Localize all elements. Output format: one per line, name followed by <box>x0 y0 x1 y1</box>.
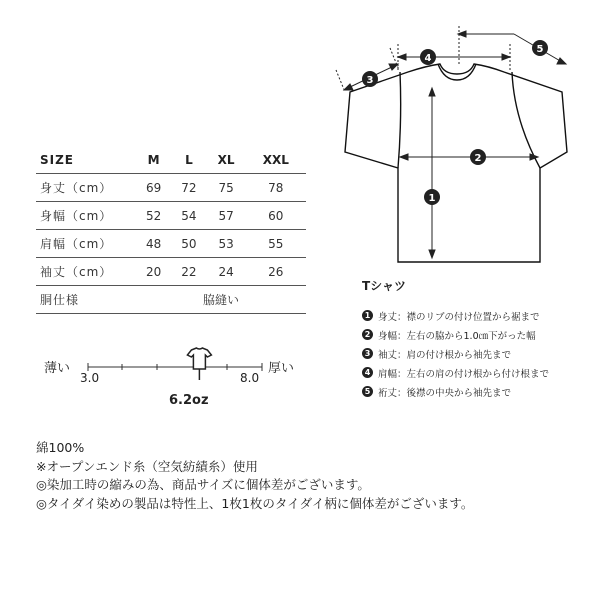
list-item <box>362 344 549 363</box>
fabric-weight-marker-icon <box>187 348 211 380</box>
table-cell: 78 <box>246 174 306 202</box>
list-item <box>362 382 549 401</box>
table-cell: 22 <box>171 258 206 286</box>
marker-2 <box>470 149 486 165</box>
table-cell: 72 <box>171 174 206 202</box>
table-cell: 50 <box>171 230 206 258</box>
legend-text: 肩幅：左右の肩の付け根から付け根まで <box>378 368 550 380</box>
size-header-label: SIZE <box>36 146 136 174</box>
table-cell: 48 <box>136 230 171 258</box>
legend-text: 身幅：左右の脇から1.0㎝下がった幅 <box>378 330 536 342</box>
table-cell: 60 <box>246 202 306 230</box>
table-cell: 57 <box>207 202 246 230</box>
note-material: 綿100% <box>36 440 85 455</box>
number-badge-icon: 1 <box>362 310 373 321</box>
legend-title: Tシャツ <box>362 279 406 293</box>
marker-5 <box>532 40 548 56</box>
row-label-sleeve: 袖丈（cm） <box>36 258 136 286</box>
number-badge-icon: 2 <box>362 329 373 340</box>
table-cell: 75 <box>207 174 246 202</box>
thickness-scale <box>88 363 262 371</box>
marker-4-label: 4 <box>424 53 432 64</box>
legend-text: 袖丈：肩の付け根から袖先まで <box>378 349 512 361</box>
size-header-xxl: XXL <box>246 146 306 174</box>
body-style-value: 脇縫い <box>136 286 306 314</box>
thin-label: 薄い <box>44 361 71 376</box>
list-item <box>362 363 549 382</box>
measurement-lines <box>336 26 566 258</box>
list-item <box>362 325 549 344</box>
marker-5-label: 5 <box>536 44 544 55</box>
scale-max-label: 8.0 <box>240 371 260 385</box>
table-cell: 20 <box>136 258 171 286</box>
table-cell: 26 <box>246 258 306 286</box>
tshirt-outline-icon <box>345 64 567 262</box>
thick-label: 厚い <box>268 361 295 376</box>
marker-2-label: 2 <box>474 153 482 164</box>
table-cell: 54 <box>171 202 206 230</box>
row-label-width: 身幅（cm） <box>36 202 136 230</box>
marker-1 <box>424 189 440 205</box>
note-shrinkage: ◎染加工時の縮みの為、商品サイズに個体差がございます。 <box>36 477 370 492</box>
legend-list <box>362 306 549 401</box>
note-yarn: ※オープンエンド糸（空気紡績糸）使用 <box>36 458 258 474</box>
marker-4 <box>420 49 436 65</box>
size-header-xl: XL <box>207 146 246 174</box>
legend-text: 身丈：襟のリブの付け位置から裾まで <box>378 311 540 323</box>
legend-text: 裄丈：後襟の中央から袖先まで <box>378 387 512 399</box>
row-label-length: 身丈（cm） <box>36 174 136 202</box>
fabric-weight-label: 6.2oz <box>169 393 209 408</box>
marker-1-label: 1 <box>428 193 436 204</box>
row-label-shoulder: 肩幅（cm） <box>36 230 136 258</box>
table-cell: 55 <box>246 230 306 258</box>
table-cell: 53 <box>207 230 246 258</box>
size-header-m: M <box>136 146 171 174</box>
table-cell: 52 <box>136 202 171 230</box>
row-label-body-style: 胴仕様 <box>36 286 136 314</box>
number-badge-icon: 3 <box>362 348 373 359</box>
product-notes <box>36 439 473 513</box>
table-cell: 69 <box>136 174 171 202</box>
scale-min-label: 3.0 <box>80 371 100 385</box>
note-tie-dye: ◎タイダイ染めの製品は特性上、1枚1枚のタイダイ柄に個体差がございます。 <box>36 495 474 511</box>
number-badge-icon: 5 <box>362 386 373 397</box>
marker-3 <box>362 71 378 87</box>
table-cell: 24 <box>207 258 246 286</box>
number-badge-icon: 4 <box>362 367 373 378</box>
list-item <box>362 306 549 325</box>
size-header-l: L <box>171 146 206 174</box>
marker-3-label: 3 <box>366 75 374 86</box>
